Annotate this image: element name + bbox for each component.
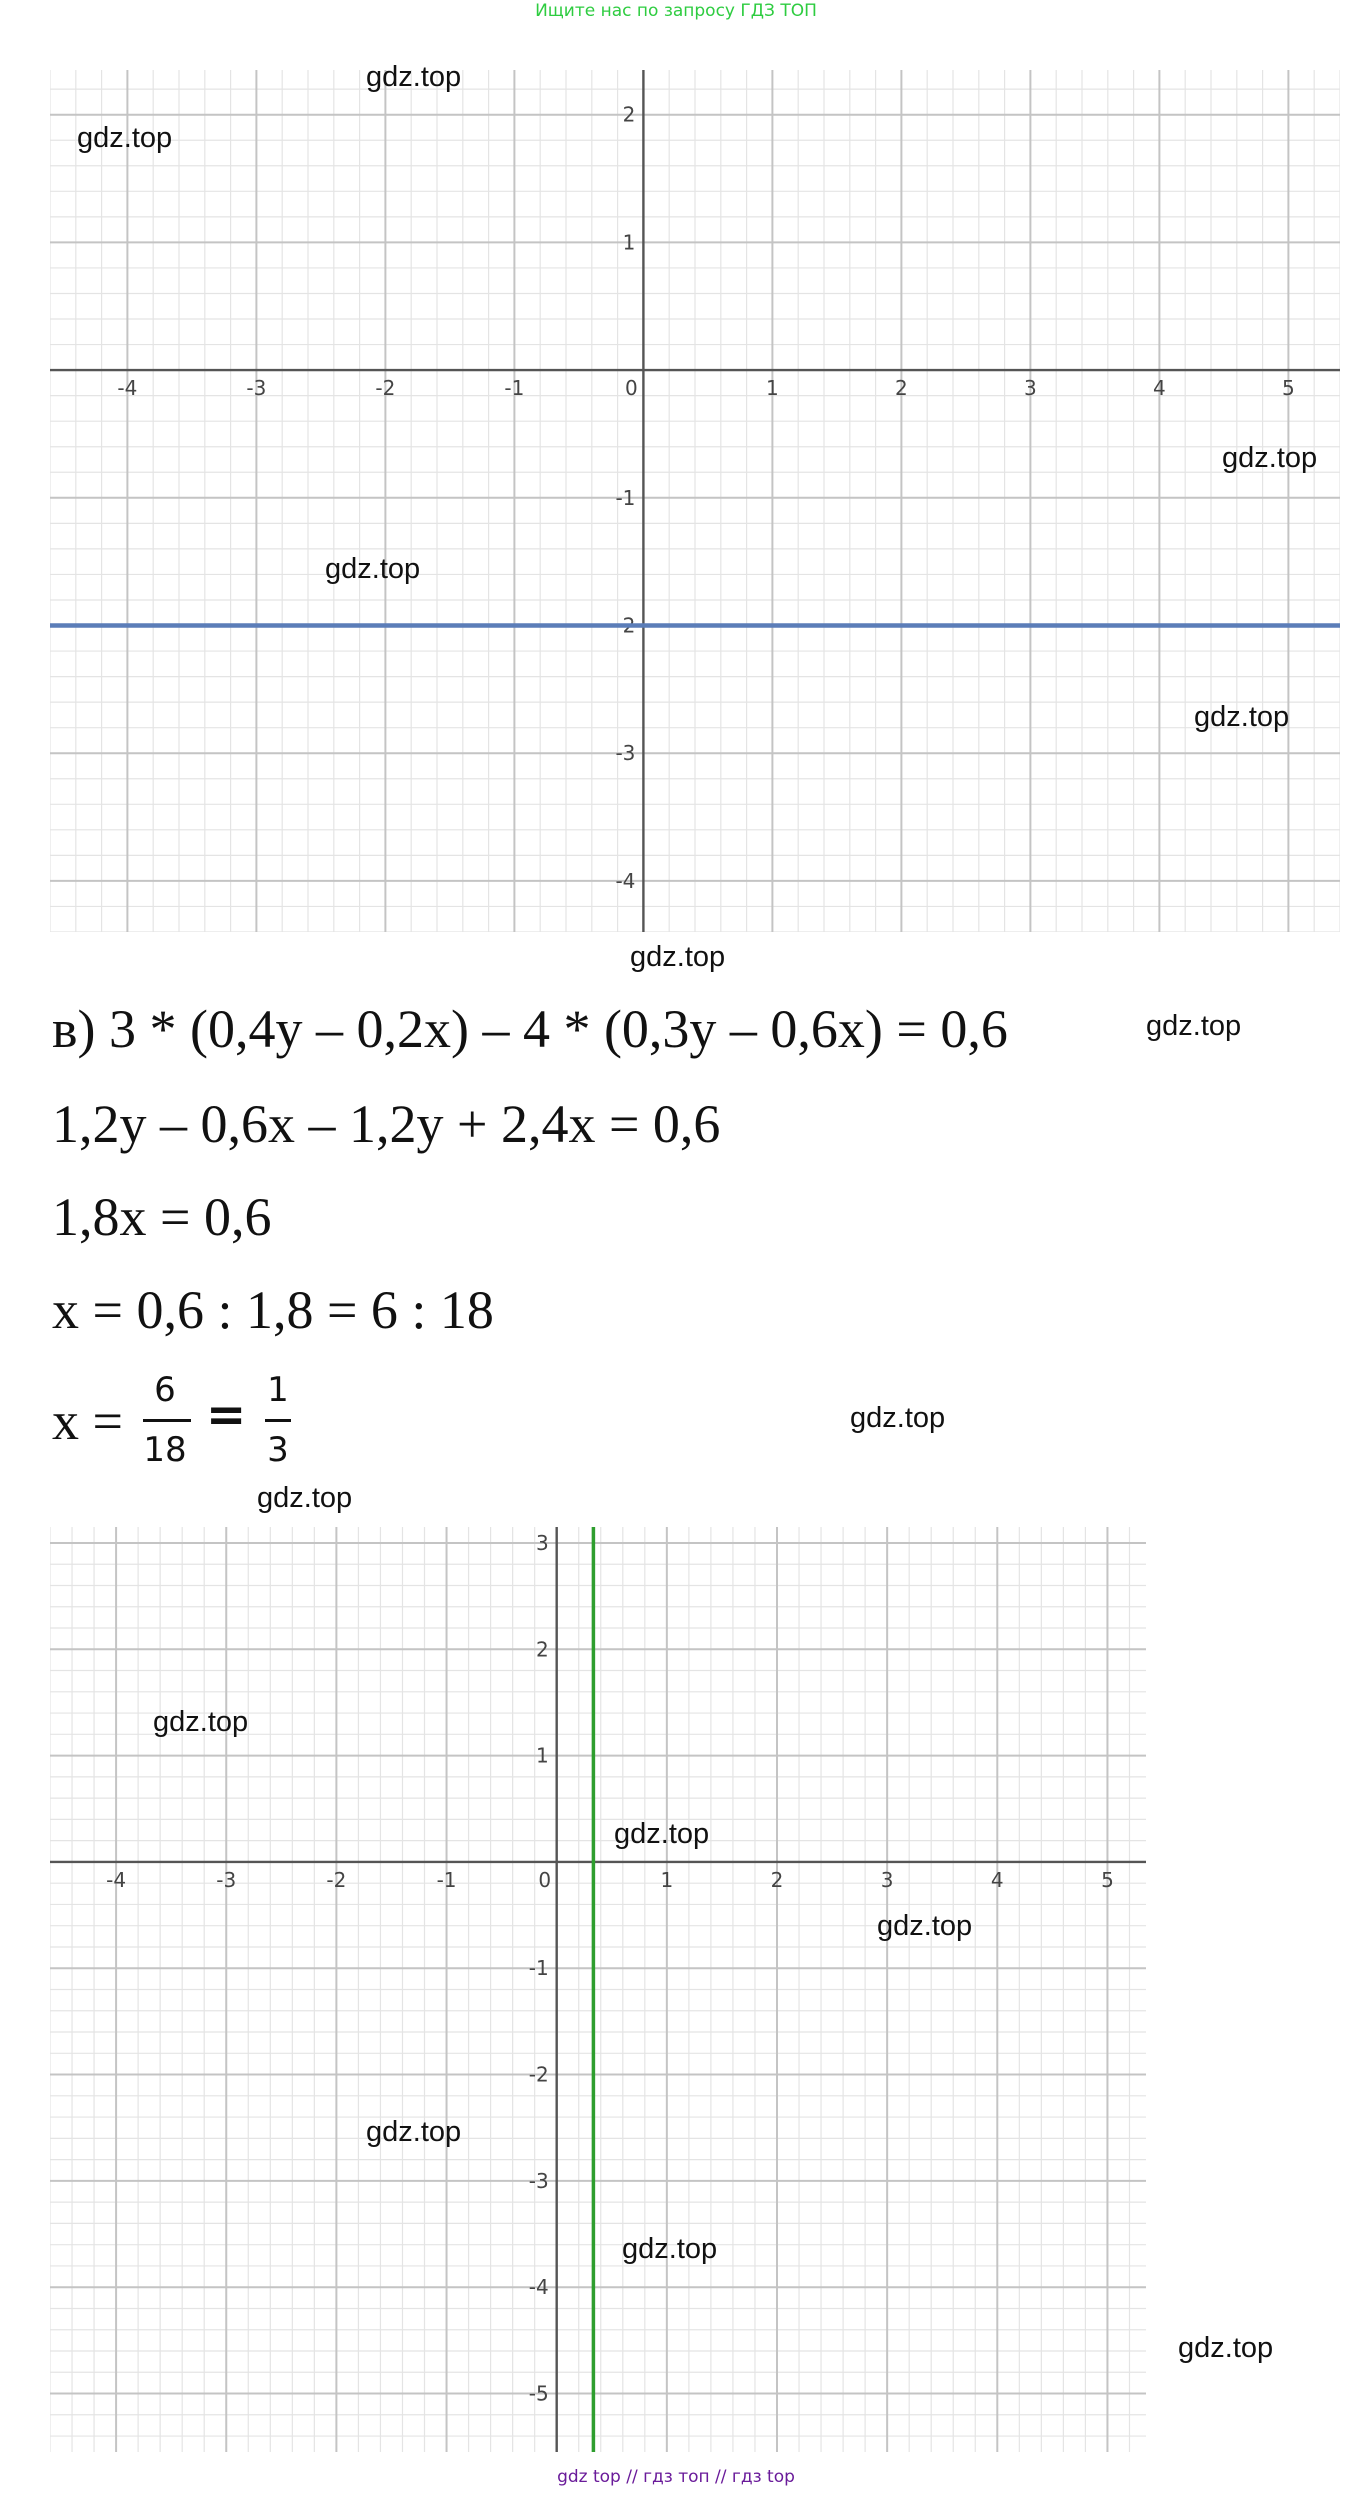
y-tick-label: -3	[528, 2168, 549, 2193]
y-tick-label: -3	[615, 741, 636, 766]
x-tick-label: 2	[770, 1867, 784, 1892]
graph-x-equals-one-third	[50, 1527, 1146, 2452]
x-tick-label: 4	[1153, 376, 1166, 401]
graph-y-equals-minus-2	[50, 70, 1340, 932]
y-tick-label: 1	[535, 1743, 549, 1768]
x-tick-label: 0	[625, 376, 638, 401]
solution-equals-sign: =	[206, 1387, 247, 1443]
fraction-2-numerator: 1	[267, 1370, 289, 1410]
y-tick-label: -2	[528, 2062, 549, 2087]
watermark: gdz.top	[325, 553, 421, 585]
x-tick-label: -2	[326, 1867, 347, 1892]
watermark: gdz.top	[630, 941, 726, 973]
watermark: gdz.top	[1146, 1010, 1242, 1042]
x-tick-label: 1	[766, 376, 779, 401]
watermark: gdz.top	[850, 1402, 946, 1434]
solution-line-4: x = 0,6 : 1,8 = 6 : 18	[52, 1280, 494, 1340]
y-tick-label: -2	[615, 613, 636, 638]
minor-grid	[50, 70, 1340, 932]
watermark: gdz.top	[366, 61, 462, 93]
x-tick-label: 0	[538, 1867, 552, 1892]
x-tick-label: -1	[436, 1867, 457, 1892]
watermark: gdz.top	[257, 1482, 353, 1514]
y-tick-label: 3	[535, 1530, 549, 1555]
fraction-1-numerator: 6	[154, 1370, 176, 1410]
x-tick-label: 4	[990, 1867, 1004, 1892]
y-tick-label: 2	[535, 1637, 549, 1662]
y-tick-label: -1	[528, 1956, 549, 1981]
x-tick-label: 5	[1101, 1867, 1114, 1892]
x-tick-label: 2	[895, 376, 908, 401]
search-hint-link[interactable]: Ищите нас по запросу ГДЗ ТОП	[535, 1, 817, 21]
solution-line-2: 1,2y – 0,6x – 1,2y + 2,4x = 0,6	[52, 1094, 721, 1154]
x-tick-label: -3	[216, 1867, 237, 1892]
watermark: gdz.top	[1222, 442, 1318, 474]
fraction-1-denominator: 18	[143, 1430, 187, 1470]
fraction-1-bar	[143, 1419, 191, 1422]
x-tick-label: -1	[504, 376, 525, 401]
y-tick-label: 1	[622, 230, 636, 255]
y-tick-label: 2	[622, 102, 636, 127]
watermark: gdz.top	[1194, 701, 1290, 733]
minor-grid	[50, 1527, 1146, 2452]
watermark: gdz.top	[877, 1910, 973, 1942]
solution-line-3: 1,8x = 0,6	[52, 1187, 272, 1247]
watermark: gdz.top	[153, 1706, 249, 1738]
y-tick-label: -5	[528, 2381, 549, 2406]
x-tick-label: 3	[880, 1867, 894, 1892]
x-tick-label: -3	[246, 376, 267, 401]
x-tick-label: -4	[106, 1867, 127, 1892]
watermark: gdz.top	[366, 2116, 462, 2148]
watermark: gdz.top	[614, 1818, 710, 1850]
watermark: gdz.top	[77, 122, 173, 154]
x-tick-label: 3	[1024, 376, 1037, 401]
fraction-2-bar	[265, 1419, 291, 1422]
footer-links[interactable]: gdz top // гдз топ // гдз top	[557, 2467, 795, 2487]
solution-line-1: в) 3 * (0,4y – 0,2x) – 4 * (0,3y – 0,6x) = 0,6	[52, 999, 1008, 1059]
x-tick-label: 1	[660, 1867, 674, 1892]
fraction-2-denominator: 3	[267, 1430, 289, 1470]
x-tick-label: -4	[117, 376, 138, 401]
y-tick-label: -4	[615, 868, 636, 893]
x-tick-label: -2	[375, 376, 396, 401]
watermark: gdz.top	[1178, 2332, 1274, 2364]
y-tick-label: -4	[528, 2275, 549, 2300]
watermark: gdz.top	[622, 2233, 718, 2265]
x-tick-label: 5	[1282, 376, 1295, 401]
solution-line-5-prefix: x =	[52, 1391, 123, 1451]
y-tick-label: -1	[615, 485, 636, 510]
